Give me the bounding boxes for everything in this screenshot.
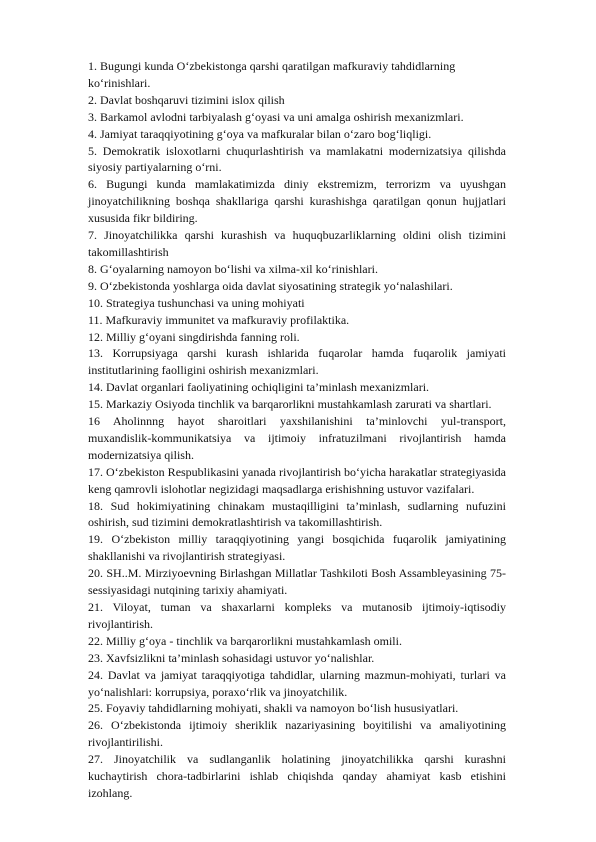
list-item: 9. O‘zbekistonda yoshlarga oida davlat siyosatining strategik yo‘nalashilari.	[88, 278, 453, 293]
list-item: 15. Markaziy Osiyoda tinchlik va barqarorlikni mustahkamlash zarurati va shartlari.	[88, 397, 492, 412]
list-item: 2. Davlat boshqaruvi tizimini islox qilish	[88, 92, 285, 107]
list-item: 11. Mafkuraviy immunitet va mafkuraviy profilaktika.	[88, 312, 350, 327]
list-item: 1. Bugungi kunda O‘zbekistonga qarshi qaratilgan mafkuraviy tahdidlarning ko‘rinishlari.	[88, 59, 456, 90]
list-item: 3. Barkamol avlodni tarbiyalash g‘oyasi va uni amalga oshirish mexanizmlari.	[88, 109, 464, 124]
list-item: 25. Foyaviy tahdidlarning mohiyati, shakli va namoyon bo‘lish hususiyatlari.	[88, 701, 459, 716]
list-item: 5. Demokratik isloxotlarni chuqurlashtirish va mamlakatni modernizatsiya qilishda siyosiy partiyalarning o‘rni.	[88, 143, 506, 175]
list-item: 7. Jinoyatchilikka qarshi kurashish va huquqbuzarliklarning oldini olish tizimini takomillashtirish	[88, 228, 506, 259]
question-list	[88, 58, 506, 802]
list-item: 26. O‘zbekistonda ijtimoiy sheriklik nazariyasining boyitilishi va amaliyotining rivojlantirilishi.	[88, 718, 506, 750]
list-item: 16 Aholinnng hayot sharoitlari yaxshilanishini ta’minlovchi yul-transport, muxandislik-kommunikatsiya va ijtimoiy infratuzilmani rivojlantirish hamda modernizatsiya qilish.	[88, 414, 506, 462]
list-item: 12. Milliy g‘oyani singdirishda fanning roli.	[88, 329, 300, 344]
list-item: 18. Sud hokimiyatining chinakam mustaqilligini ta’minlash, sudlarning nufuzini oshirish, sud tizimini demokratlashtirish va takomillashtirish.	[88, 498, 506, 530]
list-item: 23. Xavfsizlikni ta’minlash sohasidagi ustuvor yo‘nalishlar.	[88, 650, 375, 665]
list-item: 8. G‘oyalarning namoyon bo‘lishi va xilma-xil ko‘rinishlari.	[88, 261, 378, 276]
list-item: 20. SH..M. Mirziyoevning Birlashgan Millatlar Tashkiloti Bosh Assambleyasining 75- sessiyasidagi nutqining tarixiy ahamiyati.	[88, 566, 506, 598]
list-item: 4. Jamiyat taraqqiyotining g‘oya va mafkuralar bilan o‘zaro bog‘liqligi.	[88, 126, 432, 141]
list-item: 21. Viloyat, tuman va shaxarlarni kompleks va mutanosib ijtimoiy-iqtisodiy rivojlantirish.	[88, 600, 506, 631]
list-item: 14. Davlat organlari faoliyatining ochiqligini ta’minlash mexanizmlari.	[88, 380, 430, 395]
list-item: 19. O‘zbekiston milliy taraqqiyotining yangi bosqichida fuqarolik jamiyatining shakllanishi va rivojlantirish strategiyasi.	[88, 532, 506, 564]
list-item: 22. Milliy g‘oya - tinchlik va barqarorlikni mustahkamlash omili.	[88, 633, 402, 648]
list-item: 13. Korrupsiyaga qarshi kurash ishlarida fuqarolar hamda fuqarolik jamiyati institutlarining faolligini oshirish mexanizmlari.	[88, 346, 506, 378]
list-item: 24. Davlat va jamiyat taraqqiyotiga tahdidlar, ularning mazmun-mohiyati, turlari va yo‘nalishlari: korrupsiya, poraxo‘rlik va jinoyatchilik.	[88, 667, 506, 699]
list-item: 6. Bugungi kunda mamlakatimizda diniy ekstremizm, terrorizm va uyushgan jinoyatchilikning boshqa shakllariga qarshi kurashishga qaratilgan qonun hujjatlari xususida fikr bildiring.	[88, 177, 506, 226]
list-item: 17. O‘zbekiston Respublikasini yanada rivojlantirish bo‘yicha harakatlar strategiyasida keng qamrovli islohotlar negizidagi maqsadlarga erishishning ustuvor vazifalari.	[88, 464, 506, 496]
list-item: 10. Strategiya tushunchasi va uning mohiyati	[88, 295, 305, 310]
list-item: 27. Jinoyatchilik va sudlanganlik holatining jinoyatchilikka qarshi kurashni kuchaytirish chora-tadbirlarini ishlab chiqishda qanday ahamiyat kasb etishini izohlang.	[88, 752, 506, 800]
